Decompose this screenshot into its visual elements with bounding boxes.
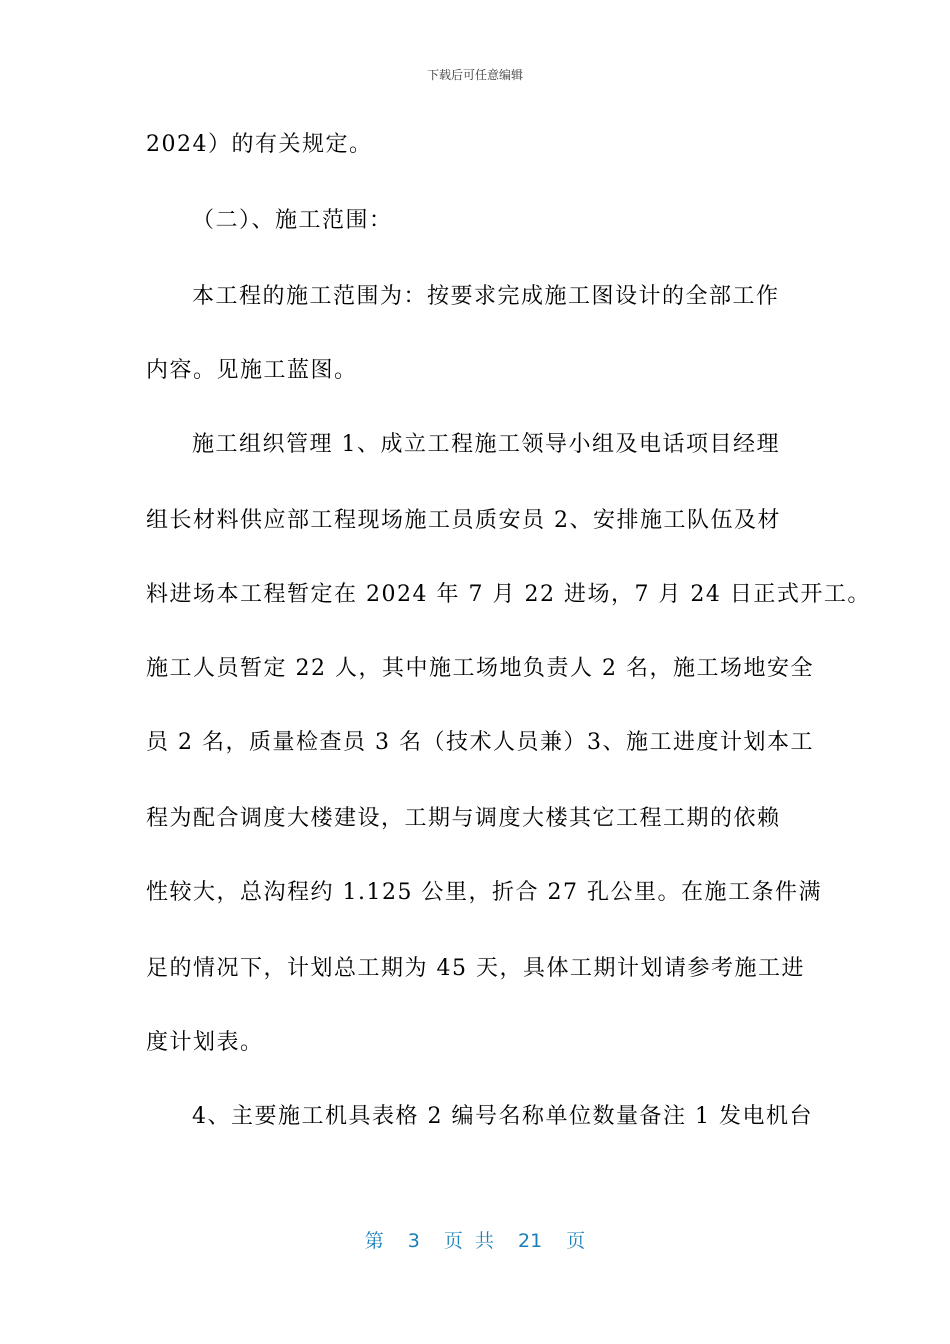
- body-line: 施工人员暂定 22 人，其中施工场地负责人 2 名，施工场地安全: [146, 656, 814, 681]
- body-line: 足的情况下，计划总工期为 45 天，具体工期计划请参考施工进: [146, 956, 805, 981]
- footer-label-of: 页 共: [443, 1230, 494, 1252]
- body-line: 性较大，总沟程约 1.125 公里，折合 27 孔公里。在施工条件满: [146, 880, 822, 905]
- body-line: 2024）的有关规定。: [146, 132, 373, 157]
- body-line: 内容。见施工蓝图。: [146, 358, 358, 383]
- body-line: 4、主要施工机具表格 2 编号名称单位数量备注 1 发电机台: [192, 1104, 813, 1129]
- body-line: 本工程的施工范围为：按要求完成施工图设计的全部工作: [192, 284, 780, 309]
- body-line: 程为配合调度大楼建设，工期与调度大楼其它工程工期的依赖: [146, 806, 781, 831]
- section-heading: （二）、施工范围：: [192, 208, 393, 233]
- page-footer: [0, 1226, 950, 1253]
- body-line: 料进场本工程暂定在 2024 年 7 月 22 进场，7 月 24 日正式开工。: [146, 582, 871, 607]
- body-line: 员 2 名，质量检查员 3 名（技术人员兼）3、施工进度计划本工: [146, 730, 814, 755]
- total-pages-number: 21: [518, 1230, 543, 1252]
- header-note: 下载后可任意编辑: [426, 68, 523, 82]
- body-line: 度计划表。: [146, 1030, 264, 1055]
- body-line: 组长材料供应部工程现场施工员质安员 2、安排施工队伍及材: [146, 508, 781, 533]
- footer-label-page: 第: [364, 1230, 384, 1252]
- footer-label-end: 页: [566, 1230, 586, 1252]
- body-line: 施工组织管理 1、成立工程施工领导小组及电话项目经理: [192, 432, 780, 457]
- current-page-number: 3: [407, 1230, 420, 1252]
